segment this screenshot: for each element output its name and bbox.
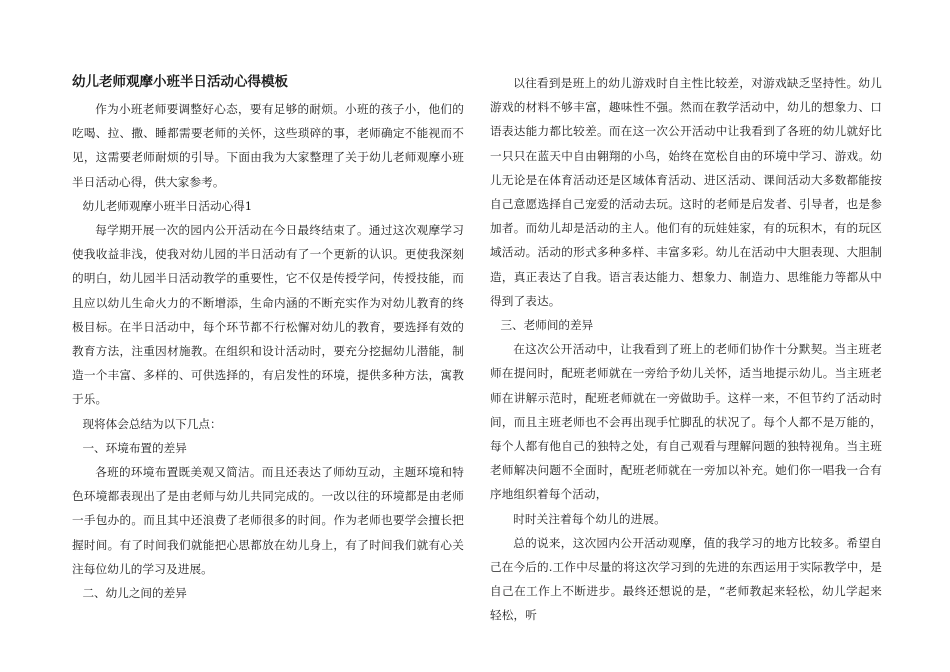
heading-teachers: 三、老师间的差异 [500,318,594,333]
body-paragraph-5: 时时关注着每个幼儿的进展。 [513,511,666,526]
left-column [72,71,464,605]
body-paragraph-2: 各班的环境布置既美观又简洁。而且还表达了师幼互动，主题环境和特色环境都表现出了是由老师与幼儿共同完成的。一改以往的环境都是由老师一手包办的。而且其中还浪费了老师很多的时间。作为老师也要学会擅长把握时间。有了时间我们就能把心思都放在幼儿身上，有了时间我们就有心关注每位幼儿的学习及进展。 [72,465,464,576]
section-subtitle: 幼儿老师观摩小班半日活动心得1 [82,198,253,213]
heading-children: 二、幼儿之间的差异 [82,586,187,601]
summary-intro: 现将体会总结为以下几点： [82,416,222,431]
body-paragraph-6: 总的说来，这次园内公开活动观摩，值的我学习的地方比较多。希望自己在今后的.工作中尽量的将这次学习到的先进的东西运用于实际教学中，是自己在工作上不断进步。最终还想说的是，“老师教起来轻松，幼儿学起来轻松，听 [490,535,882,623]
body-paragraph-3: 以往看到是班上的幼儿游戏时自主性比较差，对游戏缺乏坚持性。幼儿游戏的材料不够丰富，趣味性不强。然而在教学活动中，幼儿的想象力、口语表达能力都比较差。而在这一次公开活动中让我看到了各班的幼儿就好比一只只在蓝天中自由翱翔的小鸟，始终在宽松自由的环境中学习、游戏。幼儿无论是在体育活动还是区域体育活动、进区活动、课间活动大多数都能按自己意愿选择自己宠爱的活动去玩。这时的老师是启发者、引导者，也是参加者。而幼儿却是活动的主人。他们有的玩娃娃家，有的玩积木，有的玩区域活动。活动的形式多种多样、丰富多彩。幼儿在活动中大胆表现、大胆制造，真正表达了自我。语言表达能力、想象力、制造力、思维能力等都从中得到了表达。 [490,76,882,308]
heading-environment: 一、环境布置的差异 [82,440,187,455]
right-column [490,71,882,628]
body-paragraph-4: 在这次公开活动中，让我看到了班上的老师们协作十分默契。当主班老师在提问时，配班老师就在一旁给予幼儿关怀，适当地提示幼儿。当主班老师在讲解示范时，配班老师就在一旁做助手。这样一来，不但节约了活动时间，而且主班老师也不会再出现手忙脚乱的状况了。每个人都不是万能的，每个人都有他自己的独特之处，有自己观看与理解问题的独特视角。当主班老师解决问题不全面时，配班老师就在一旁加以补充。她们你一唱我一合有序地组织着每个活动， [490,342,882,502]
document-title: 幼儿老师观摩小班半日活动心得模板 [72,74,288,90]
body-paragraph-1: 每学期开展一次的园内公开活动在今日最终结束了。通过这次观摩学习使我收益非浅，使我对幼儿园的半日活动有了一个更新的认识。更使我深刻的明白，幼儿园半日活动教学的重要性，它不仅是传授学问，传授技能，而且应以幼儿生命火力的不断增添，生命内涵的不断充实作为对幼儿教育的终极目标。在半日活动中，每个环节都不行松懈对幼儿的教育，要选择有效的教育方法，注重因材施教。在组织和设计活动时，要充分挖掘幼儿潜能，制造一个丰富、多样的、可供选择的，有启发性的环境，提供多种方法，寓教于乐。 [72,223,464,407]
intro-paragraph: 作为小班老师要调整好心态，要有足够的耐烦。小班的孩子小，他们的吃喝、拉、撒、睡都需要老师的关怀，这些琐碎的事，老师确定不能视而不见，这需要老师耐烦的引导。下面由我为大家整理了关于幼儿老师观摩小班半日活动心得，供大家参考。 [72,102,464,189]
